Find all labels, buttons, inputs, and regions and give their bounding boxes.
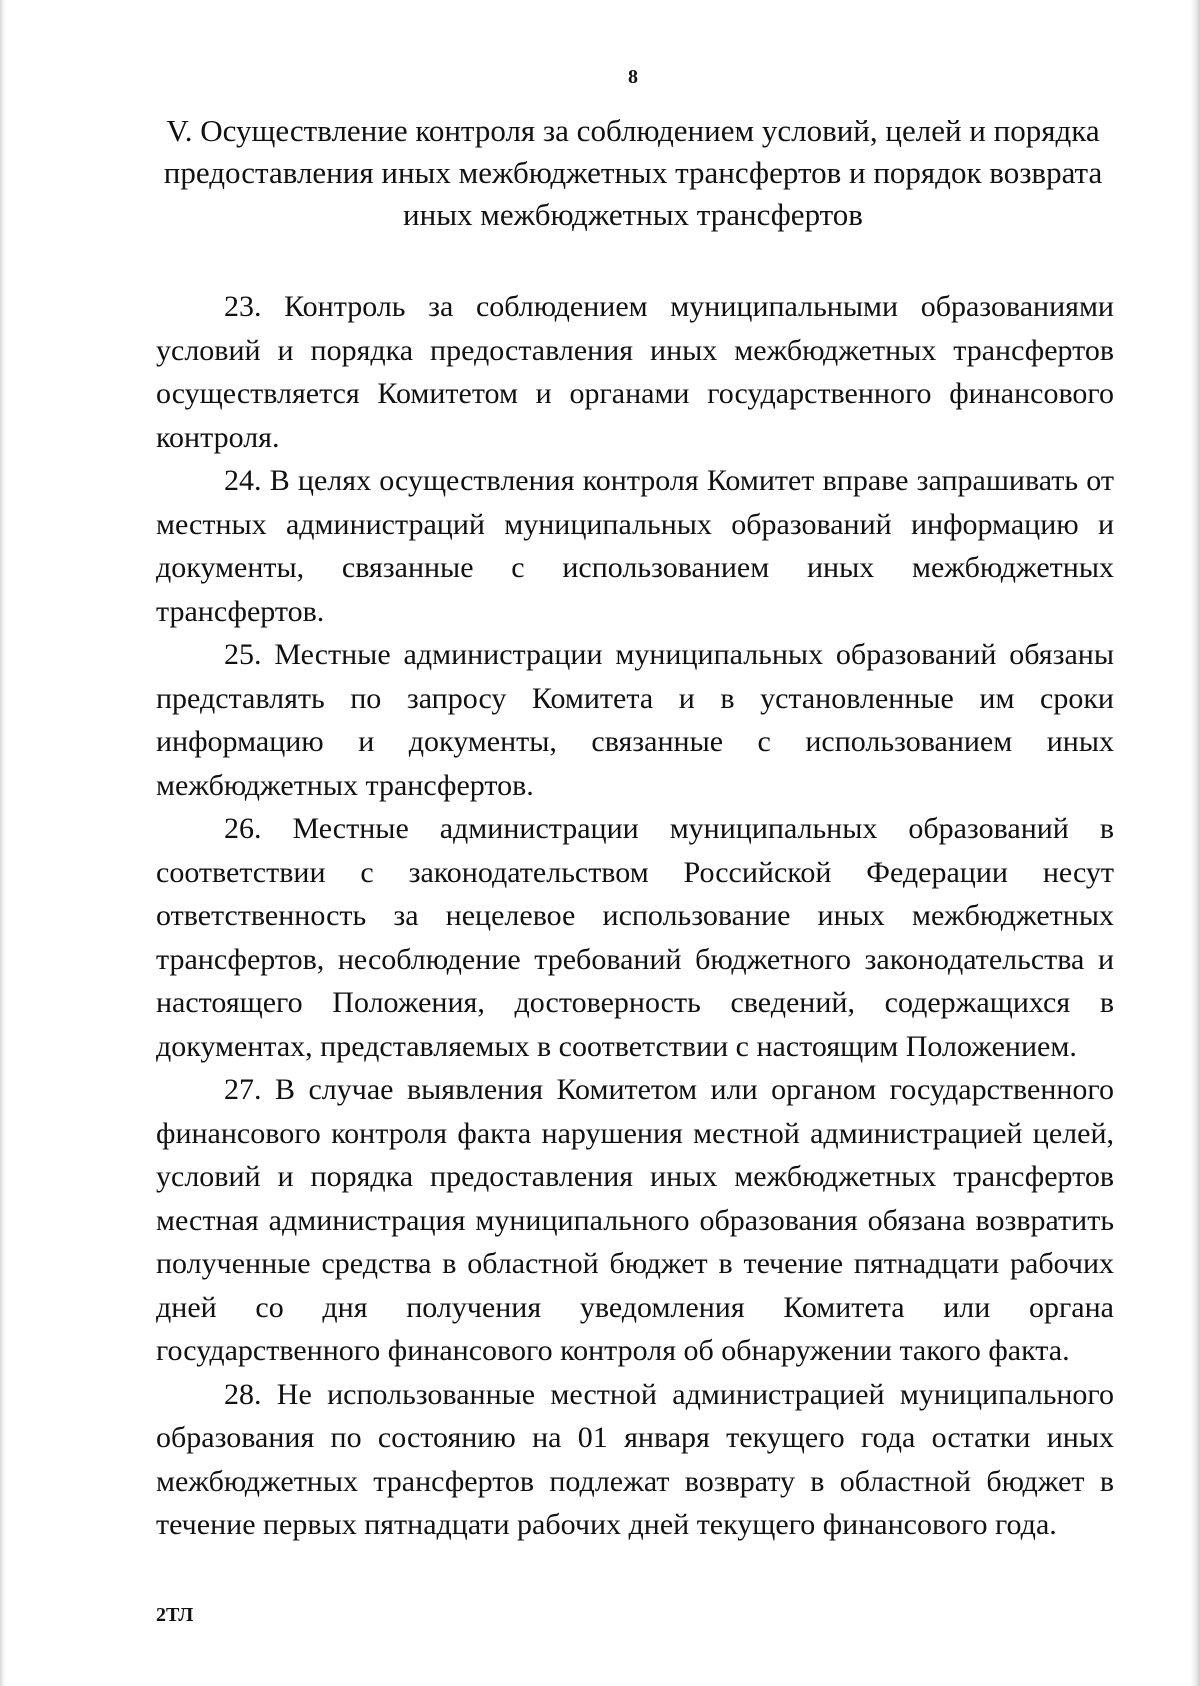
footer-code: 2ТЛ [156, 1604, 194, 1626]
section-title-line-1: V. Осуществление контроля за соблюдением условий, целей и порядка [166, 113, 1100, 148]
section-title [150, 110, 1116, 236]
scan-edge-right [1190, 0, 1200, 1686]
paragraph-27: 27. В случае выявления Комитетом или органом государственного финансового контроля факта нарушения местной администрацией целей, условий и порядка предоставления иных межбюджетных трансфертов местная администрация муниципального образования обязана возвратить полученные средства в областной бюджет в течение пятнадцати рабочих дней со дня получения уведомления Комитета или органа государственного финансового контроля об обнаружении такого факта. [156, 1073, 1114, 1367]
scan-edge-left [0, 0, 6, 1686]
section-title-line-3: иных межбюджетных трансфертов [403, 197, 863, 232]
paragraph-28: 28. Не использованные местной администрацией муниципального образования по состоянию на 01 января текущего года остатки иных межбюджетных трансфертов подлежат возврату в областной бюджет в течение первых пятнадцати рабочих дней текущего финансового года. [156, 1377, 1114, 1541]
page-number: 8 [628, 66, 638, 88]
paragraph-26: 26. Местные администрации муниципальных образований в соответствии с законодательством Российской Федерации несут ответственность за нецелевое использование иных межбюджетных трансфертов, несоблюдение требований бюджетного законодательства и настоящего Положения, достоверность сведений, содержащихся в документах, представляемых в соответствии с настоящим Положением. [156, 812, 1114, 1063]
paragraph-25: 25. Местные администрации муниципальных образований обязаны представлять по запросу Комитета и в установленные им сроки информацию и документы, связанные с использованием иных межбюджетных трансфертов. [156, 638, 1114, 802]
paragraph-24: 24. В целях осуществления контроля Комитет вправе запрашивать от местных администраций муниципальных образований информацию и документы, связанные с использованием иных межбюджетных трансфертов. [156, 464, 1114, 628]
section-title-line-2: предоставления иных межбюджетных трансфертов и порядок возврата [163, 155, 1103, 190]
paragraph-23: 23. Контроль за соблюдением муниципальными образованиями условий и порядка предоставления иных межбюджетных трансфертов осуществляется Комитетом и органами государственного финансового контроля. [156, 290, 1114, 454]
document-body [156, 285, 1114, 1547]
